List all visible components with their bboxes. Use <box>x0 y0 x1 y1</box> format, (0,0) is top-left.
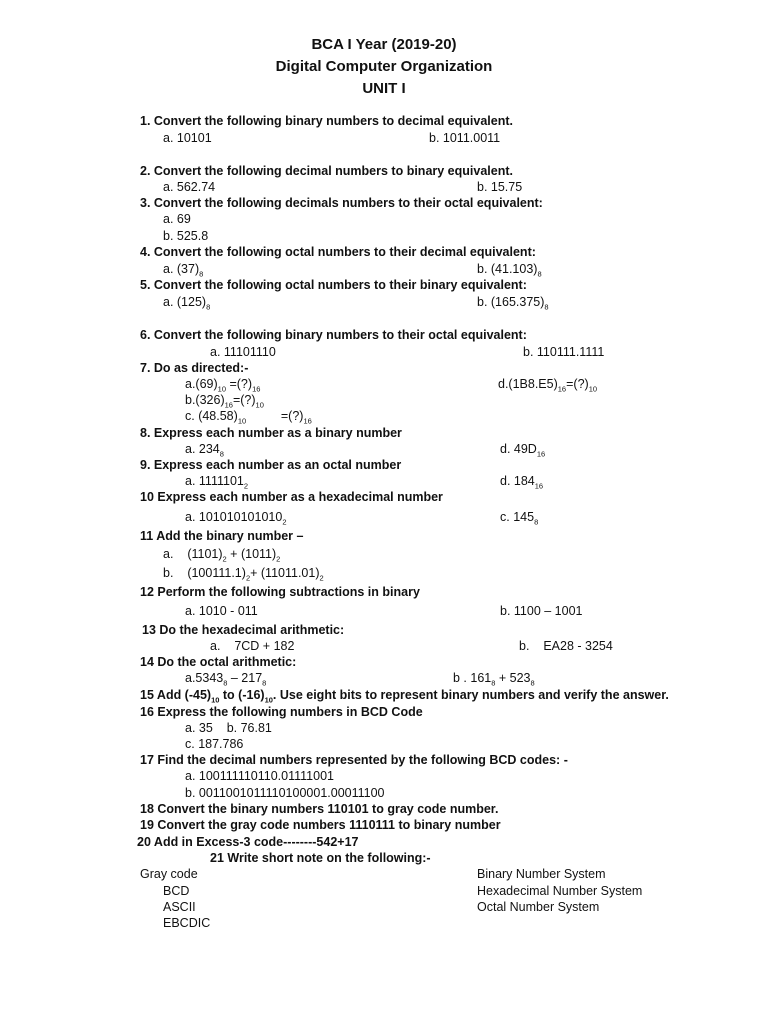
question-19: 19 Convert the gray code numbers 1110111 to binary number <box>140 818 501 832</box>
question-21: 21 Write short note on the following:- <box>210 851 431 865</box>
q21-topic-hexadecimal-number-system: Hexadecimal Number System <box>477 884 643 898</box>
question-17: 17 Find the decimal numbers represented by the following BCD codes: - <box>140 753 568 767</box>
question-10: 10 Express each number as a hexadecimal number <box>140 490 443 504</box>
question-15: 15 Add $(-45)_{10}$ to $(-16)_{10}$. Use eight bits to represent binary numbers and verify the answer. <box>140 688 669 705</box>
q21-topic-gray-code: Gray code <box>140 867 198 881</box>
q5-option-b: b. $(165.375)_8$ <box>477 295 549 312</box>
q14-option-a: $a.5343_8 - 217_8$ <box>185 671 267 688</box>
doc-title-subject: Digital Computer Organization <box>275 58 493 75</box>
q21-topic-ascii: ASCII <box>163 900 196 914</box>
q3-option-b: b. 525.8 <box>163 229 209 243</box>
question-8: 8. Express each number as a binary number <box>140 426 402 440</box>
q6-option-a: a. 11101110 <box>210 345 276 359</box>
q21-topic-octal-number-system: Octal Number System <box>477 900 600 914</box>
question-1: 1. Convert the following binary numbers to decimal equivalent. <box>140 114 513 128</box>
question-14: 14 Do the octal arithmetic: <box>140 655 297 669</box>
q14-option-b: b . $161_8 + 523_8$ <box>453 671 535 688</box>
q7-item-b: $b.(326)_{16}=(?)_{10}$ <box>185 393 264 410</box>
q10-option-c: c. $145_8$ <box>500 510 539 527</box>
q2-option-a: a. 562.74 <box>163 180 216 194</box>
q16-options-ab: a. 35 b. 76.81 <box>185 721 272 735</box>
q9-option-d: d. $184_{16}$ <box>500 474 544 491</box>
q10-option-a: a. $101010101010_2$ <box>185 510 287 527</box>
q17-option-b: b. 0011001011110100001.00011100 <box>185 786 385 800</box>
doc-title-unit: UNIT I <box>362 80 406 97</box>
q9-option-a: a. $1111101_2$ <box>185 474 249 491</box>
question-7: 7. Do as directed:- <box>140 361 249 375</box>
q12-option-a: a. 1010 - 011 <box>185 604 258 618</box>
q8-option-a: a. $234_8$ <box>185 442 224 459</box>
q7-item-a: $a.(69)_{10}$ $=(?)_{16}$ <box>185 377 261 394</box>
q21-topic-binary-number-system: Binary Number System <box>477 867 606 881</box>
q11-option-b: b. $(100111.1)_2+ (11011.01)_2$ <box>163 566 324 583</box>
question-3: 3. Convert the following decimals numbers to their octal equivalent: <box>140 196 543 210</box>
question-2: 2. Convert the following decimal numbers to binary equivalent. <box>140 164 513 178</box>
q17-option-a: a. 100111110110.01111001 <box>185 769 334 783</box>
q7-item-c: c. $(48.58)_{10}$ $=(?)_{16}$ <box>185 409 312 426</box>
question-11: 11 Add the binary number – <box>140 529 304 543</box>
q4-option-b: b. $(41.103)_8$ <box>477 262 542 279</box>
doc-title-course: BCA I Year (2019-20) <box>311 36 457 53</box>
question-12: 12 Perform the following subtractions in binary <box>140 585 420 599</box>
q6-option-b: b. 110111.1111 <box>523 345 605 359</box>
q21-topic-ebcdic: EBCDIC <box>163 916 211 930</box>
question-9: 9. Express each number as an octal number <box>140 458 402 472</box>
question-18: 18 Convert the binary numbers 110101 to gray code number. <box>140 802 499 816</box>
q7-item-d: $d.(1B8.E5)_{16}=(?)_{10}$ <box>498 377 598 394</box>
q13-option-b: b. EA28 - 3254 <box>519 639 613 653</box>
question-16: 16 Express the following numbers in BCD Code <box>140 705 423 719</box>
q21-topic-bcd: BCD <box>163 884 190 898</box>
question-4: 4. Convert the following octal numbers to their decimal equivalent: <box>140 245 536 259</box>
q16-option-c: c. 187.786 <box>185 737 244 751</box>
q1-option-a: a. 10101 <box>163 131 212 145</box>
question-6: 6. Convert the following binary numbers to their octal equivalent: <box>140 328 527 342</box>
q3-option-a: a. 69 <box>163 212 191 226</box>
q13-option-a: a. 7CD + 182 <box>210 639 295 653</box>
q1-option-b: b. 1011.0011 <box>429 131 501 145</box>
question-20: 20 Add in Excess-3 code--------542+17 <box>137 835 359 849</box>
question-5: 5. Convert the following octal numbers to their binary equivalent: <box>140 278 527 292</box>
q2-option-b: b. 15.75 <box>477 180 523 194</box>
q4-option-a: a. $(37)_8$ <box>163 262 204 279</box>
q5-option-a: a. $(125)_8$ <box>163 295 211 312</box>
q8-option-d: d. $49D_{16}$ <box>500 442 546 459</box>
question-13: 13 Do the hexadecimal arithmetic: <box>142 623 345 637</box>
q11-option-a: a. $(1101)_2 + (1011)_2$ <box>163 547 281 564</box>
q12-option-b: b. 1100 – 1001 <box>500 604 583 618</box>
